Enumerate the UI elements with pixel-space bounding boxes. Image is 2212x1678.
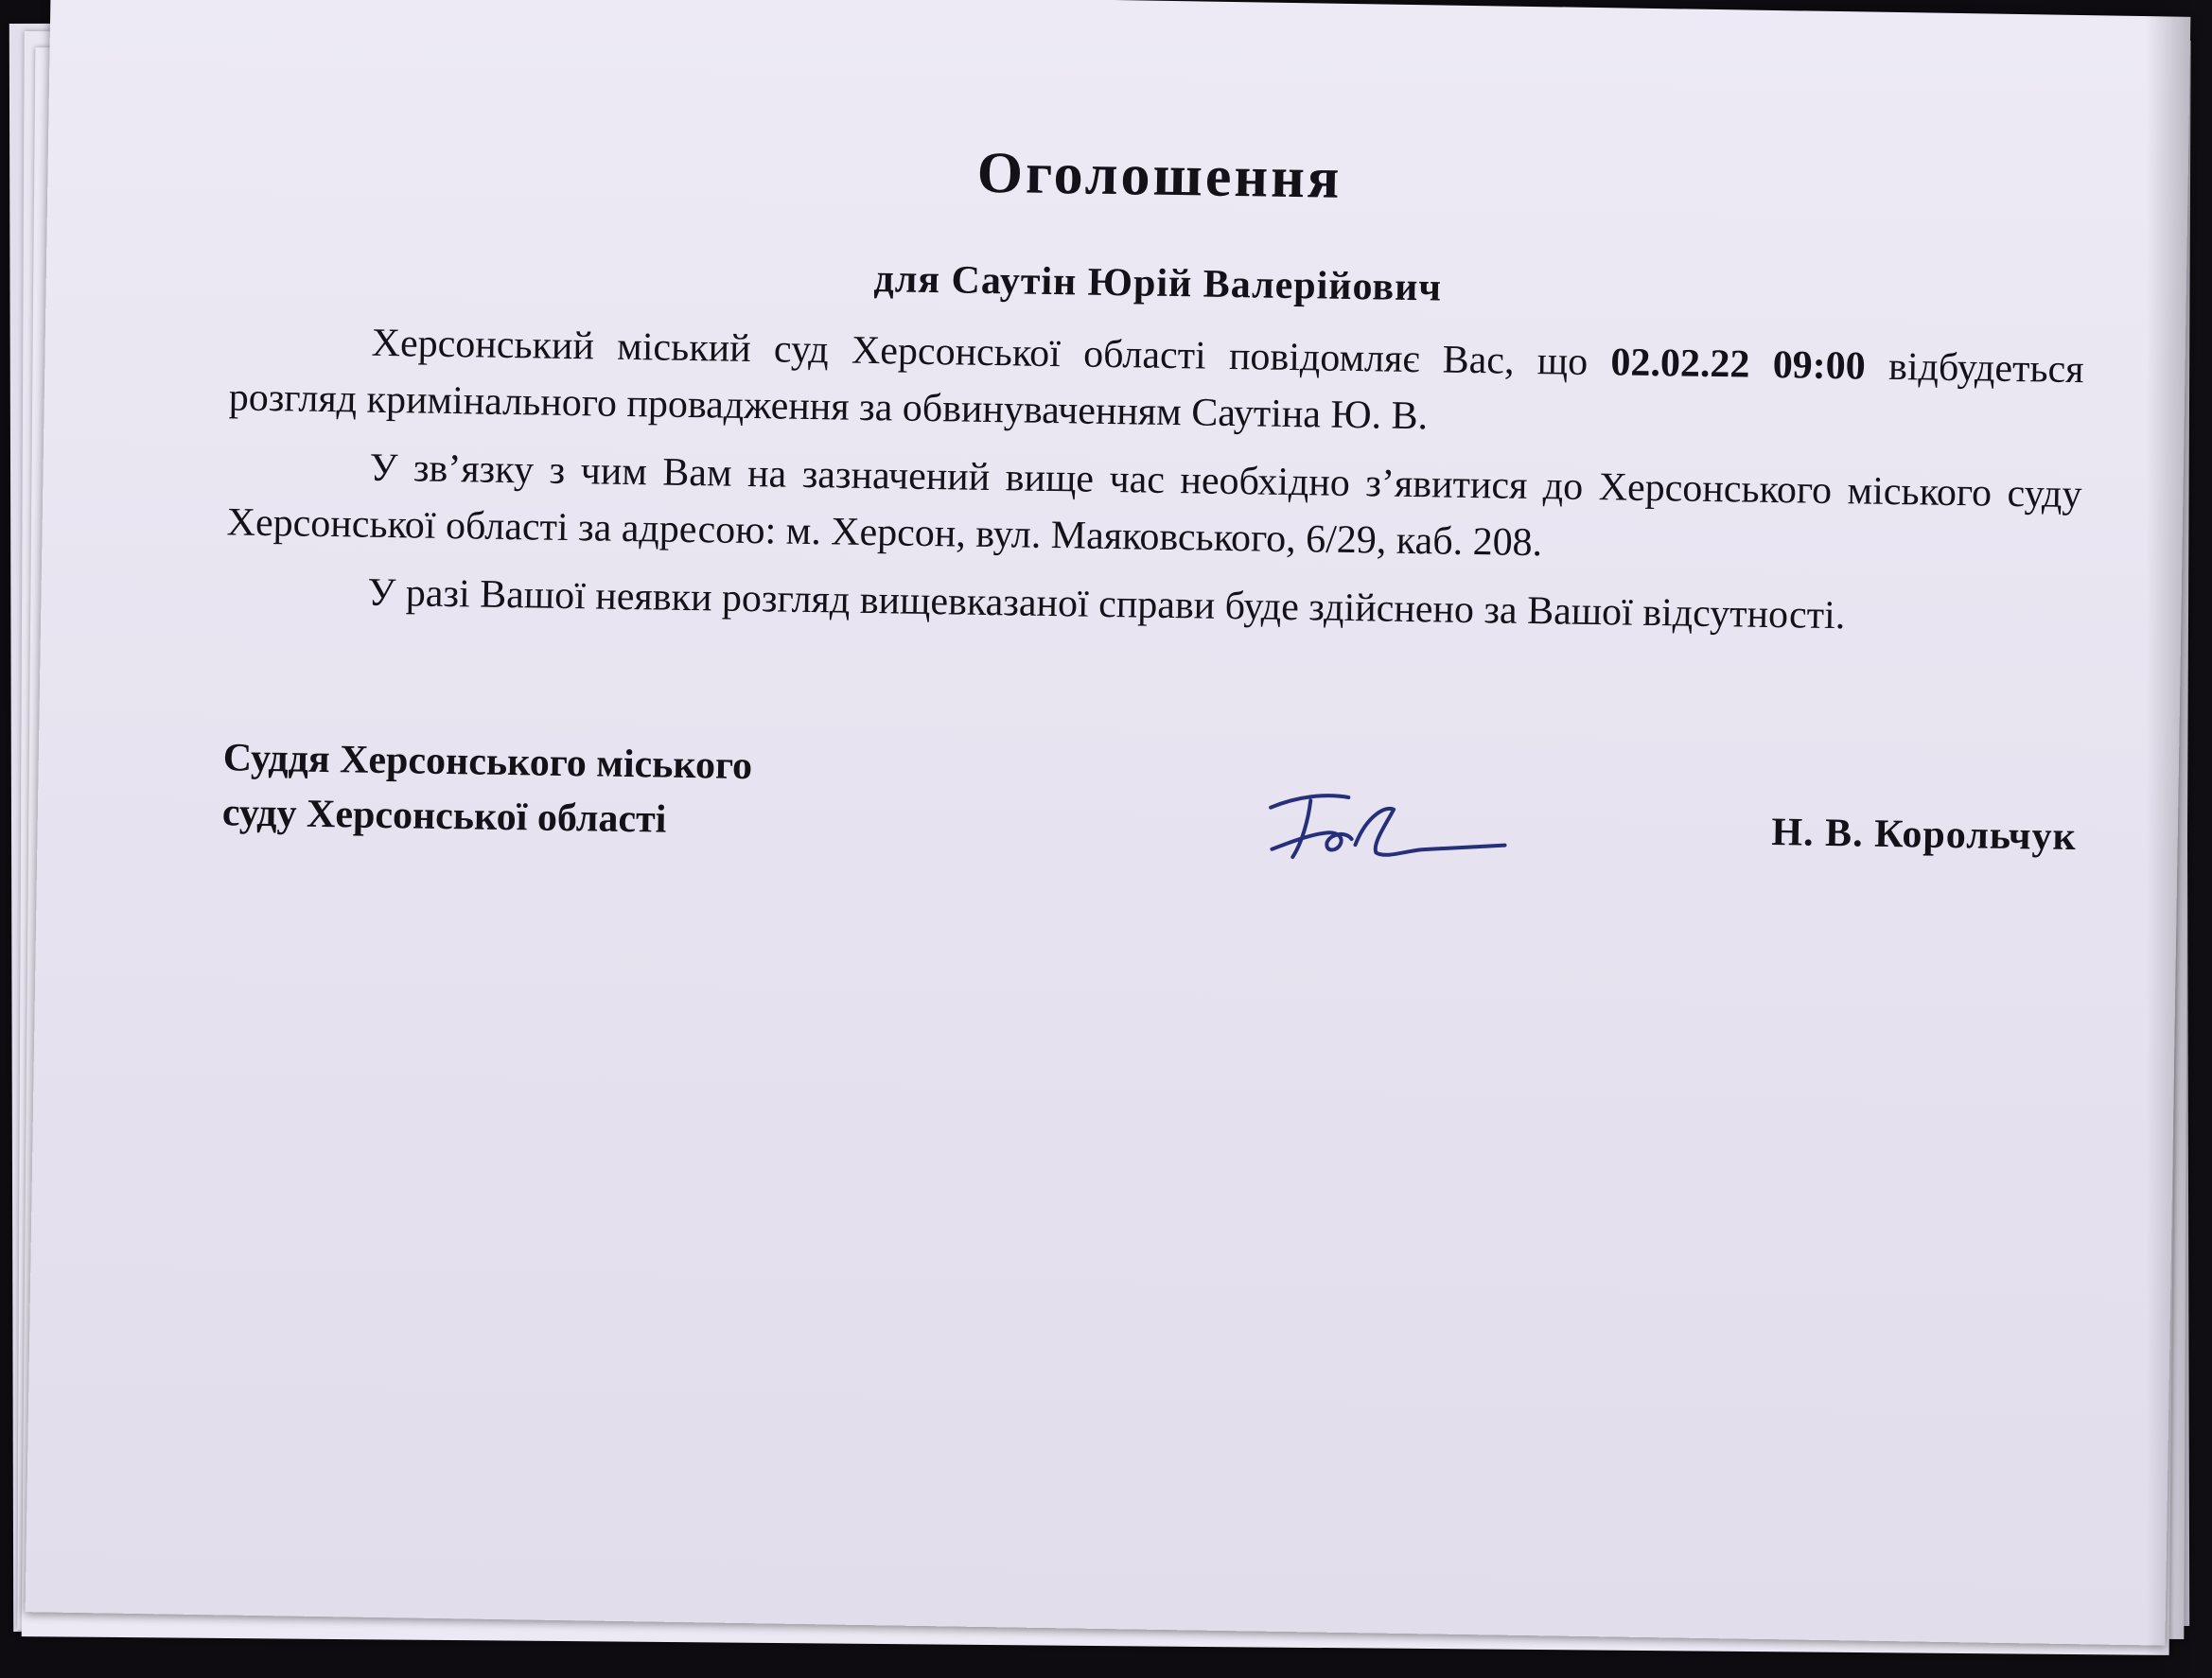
document-content	[221, 128, 2087, 883]
announcement-page	[26, 0, 2191, 1646]
hearing-notice-paragraph	[228, 312, 2084, 455]
notice-text-end: відбудеться розгляд кримінального провадження за обвинуваченням Саутіна Ю. В.	[228, 344, 2084, 439]
judge-position	[221, 730, 1075, 853]
absence-paragraph: У разі Вашої неявки розгляд вищевказаної справи буде здійснено за Вашої відсутності.	[367, 570, 1846, 638]
handwritten-signature-icon	[1253, 775, 1510, 873]
judge-position-line1: Суддя Херсонського міського	[222, 736, 753, 789]
hearing-date: 02.02.22	[1610, 341, 1750, 387]
hearing-time: 09:00	[1772, 342, 1867, 389]
notice-text-start: Херсонський міський суд Херсонської області повідомляє Вас, що	[371, 321, 1589, 384]
document-title: Оголошення	[976, 140, 1343, 211]
appearance-paragraph: У зв’язку з чим Вам на зазначений вище час необхідно з’явитися до Херсонського міського суду Херсонської області за адресою: м. Херсон, вул. Маяковського, 6/29, каб. 208.	[226, 446, 2082, 566]
judge-position-line2: суду Херсонської області	[221, 791, 667, 842]
judge-name: Н. В. Корольчук	[1771, 811, 2078, 860]
addressee-line: для Саутін Юрій Валерійович	[873, 257, 1443, 310]
signature-block	[221, 730, 2078, 883]
